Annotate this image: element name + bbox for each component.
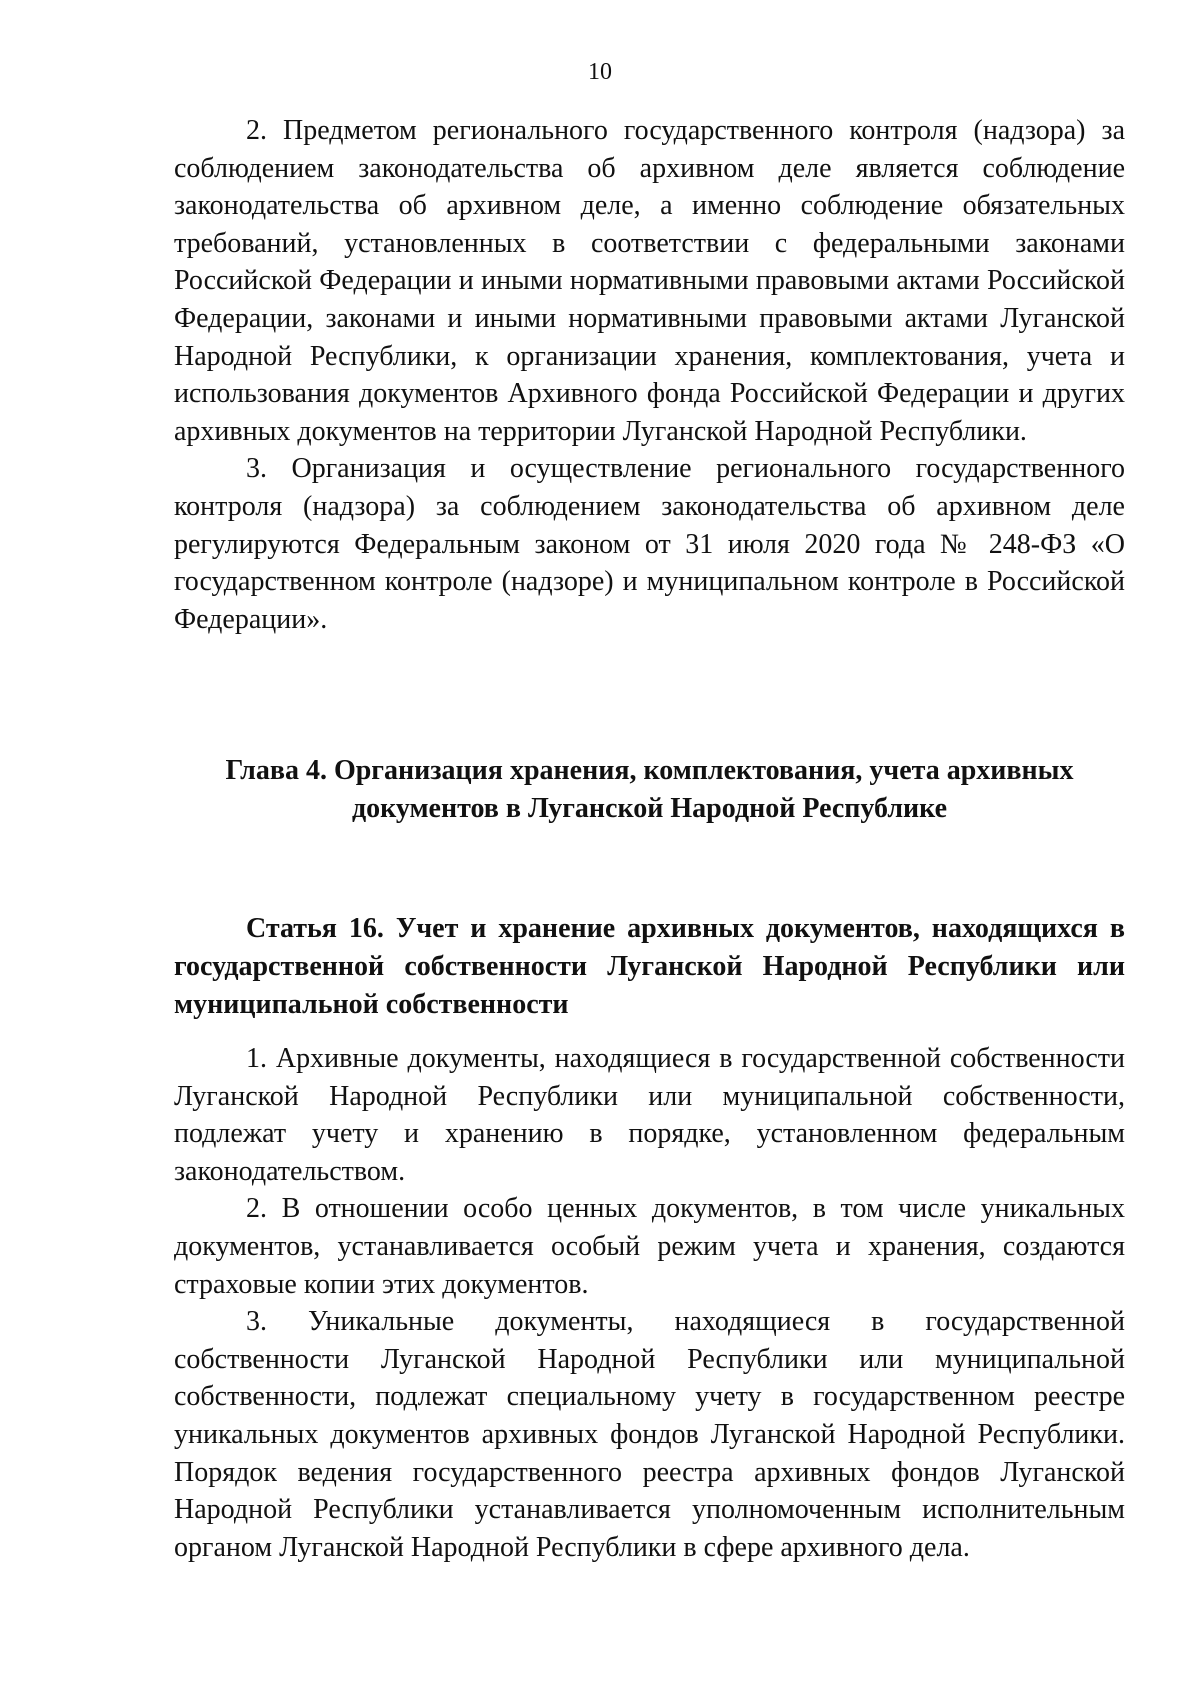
- article-paragraph-1: 1. Архивные документы, находящиеся в государственной собственности Луганской Народной Республики или муниципальной собственности, подлежат учету и хранению в порядке, установленном федеральным законодательством.: [174, 1043, 1125, 1187]
- article-body: [174, 1040, 1125, 1566]
- paragraph-2-subject-of-control: 2. Предметом регионального государственного контроля (надзора) за соблюдением законодательства об архивном деле является соблюдение законодательства об архивном деле, а именно соблюдение обязательных требований, установленных в соответствии с федеральными законами Российской Федерации и иными нормативными правовыми актами Российской Федерации, законами и иными нормативными правовыми актами Луганской Народной Республики, к организации хранения, комплектования, учета и использования документов Архивного фонда Российской Федерации и других архивных документов на территории Луганской Народной Республики.: [174, 115, 1125, 447]
- page-number: 10: [588, 59, 612, 85]
- paragraph-3-organization-of-control: 3. Организация и осуществление регионального государственного контроля (надзора) за соблюдением законодательства об архивном деле регулируются Федеральным законом от 31 июля 2020 года № 248-ФЗ «О государственном контроле (надзоре) и муниципальном контроле в Российской Федерации».: [174, 453, 1125, 635]
- article-title: Статья 16. Учет и хранение архивных документов, находящихся в государственной собственности Луганской Народной Республики или муниципальной собственности: [174, 913, 1125, 1020]
- chapter-title-line-2: документов в Луганской Народной Республике: [351, 793, 948, 824]
- chapter-title: [174, 752, 1125, 828]
- article-paragraph-2: 2. В отношении особо ценных документов, в том числе уникальных документов, устанавливается особый режим учета и хранения, создаются страховые копии этих документов.: [174, 1193, 1125, 1300]
- chapter-title-line-1: Глава 4. Организация хранения, комплектования, учета архивных: [225, 755, 1074, 786]
- section-top-body: [174, 112, 1125, 638]
- article-paragraph-3: 3. Уникальные документы, находящиеся в государственной собственности Луганской Народной Республики или муниципальной собственности, подлежат специальному учету в государственном реестре уникальных документов архивных фондов Луганской Народной Республики. Порядок ведения государственного реестра архивных фондов Луганской Народной Республики устанавливается уполномоченным исполнительным органом Луганской Народной Республики в сфере архивного дела.: [174, 1306, 1125, 1563]
